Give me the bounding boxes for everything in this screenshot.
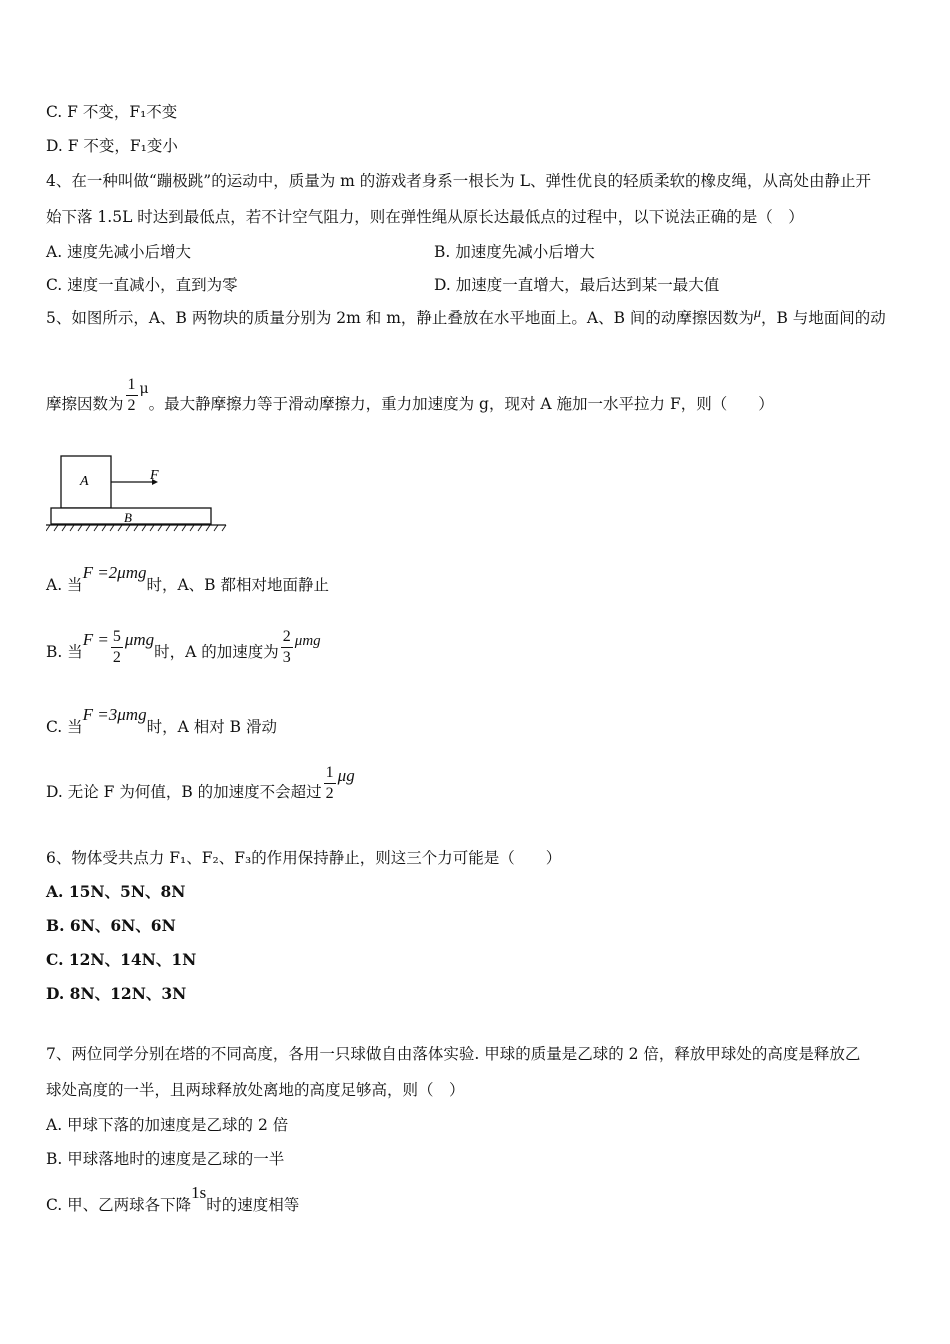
q4-stem-line2: 始下落 1.5L 时达到最低点，若不计空气阻力，则在弹性绳从原长达最低点的过程中，以下说法正确的是（ ） (46, 208, 804, 226)
q5-option-a-formula: F =2μmg (82, 563, 147, 582)
q5-option-b-fraction (111, 627, 123, 668)
q5-stem-line2-a: 摩擦因数为 (46, 395, 124, 413)
q5-option-b-formula-right: μmg (124, 630, 155, 649)
q5-option-b-prefix: B. 当 (46, 643, 83, 661)
q4-option-c: C. 速度一直减小，直到为零 (46, 276, 238, 294)
q5-option-b (46, 622, 321, 683)
q4-option-a: A. 速度先减小后增大 (46, 243, 192, 261)
q4-stem-line1: 4、在一种叫做“蹦极跳”的运动中，质量为 m 的游戏者身系一根长为 L、弹性优良的轻质柔软的橡皮绳，从高处由静止开 (46, 172, 871, 190)
q5-stem-line1 (46, 308, 886, 330)
q5-option-d-formula: μg (337, 766, 355, 785)
q5-stem-line1-b: ，B 与地面间的动 (760, 309, 886, 327)
q5-option-c-prefix: C. 当 (46, 718, 83, 736)
q6-option-b: B. 6N、6N、6N (46, 916, 176, 935)
q3-option-d: D. F 不变，F₁变小 (46, 137, 178, 155)
force-label: F (150, 468, 159, 483)
q5-option-d-text: D. 无论 F 为何值，B 的加速度不会超过 (46, 783, 322, 801)
q5-option-c-formula: F =3μmg (82, 705, 147, 724)
q4-option-d: D. 加速度一直增大，最后达到某一最大值 (434, 276, 720, 294)
q5-option-b-text: 时，A 的加速度为 (154, 643, 279, 661)
q5-option-c (46, 705, 277, 746)
q5-option-d-fraction (324, 763, 336, 804)
q7-option-a: A. 甲球下落的加速度是乙球的 2 倍 (46, 1116, 289, 1134)
q7-option-c-prefix: C. 甲、乙两球各下降 (46, 1196, 192, 1214)
q5-option-d (46, 762, 355, 822)
q5-option-b-formula-left: F = (82, 630, 109, 649)
block-a-label: A (80, 474, 89, 489)
q5-mu-symbol: μ (753, 306, 761, 321)
q5-stem-line2-b: 。最大静摩擦力等于滑动摩擦力，重力加速度为 g，现对 A 施加一水平拉力 F，则（ ） (148, 395, 774, 413)
q7-option-b: B. 甲球落地时的速度是乙球的一半 (46, 1150, 285, 1168)
q3-option-c: C. F 不变，F₁不变 (46, 103, 178, 121)
block-b-label: B (124, 510, 132, 525)
q6-option-a: A. 15N、5N、8N (46, 882, 186, 901)
q7-stem-line2: 球处高度的一半，且两球释放处离地的高度足够高，则（ ） (46, 1081, 465, 1099)
q5-option-a-prefix: A. 当 (46, 576, 83, 594)
q6-option-c: C. 12N、14N、1N (46, 950, 197, 969)
q5-half-num: 1 (126, 375, 138, 396)
q5-option-d-frac-num: 1 (324, 763, 336, 784)
q7-option-c-formula: 1s (191, 1183, 207, 1202)
q5-option-a (46, 563, 329, 604)
q7-stem-line1: 7、两位同学分别在塔的不同高度，各用一只球做自由落体实验. 甲球的质量是乙球的 2 倍，释放甲球处的高度是释放乙 (46, 1045, 861, 1063)
q5-option-a-text: 时，A、B 都相对地面静止 (146, 576, 329, 594)
q6-stem: 6、物体受共点力 F₁、F₂、F₃的作用保持静止，则这三个力可能是（ ） (46, 849, 562, 867)
q5-option-b-fraction-2 (281, 627, 293, 668)
q5-option-b-frac-den: 2 (112, 648, 121, 666)
q5-stem-line1-a: 5、如图所示，A、B 两物块的质量分别为 2m 和 m，静止叠放在水平地面上。A、B 间的动摩擦因数为 (46, 309, 754, 327)
q5-stem-line2 (46, 374, 774, 435)
q7-option-c (46, 1183, 300, 1220)
q5-option-b-frac2-num: 2 (281, 627, 293, 648)
q5-half-fraction (126, 375, 138, 416)
q4-option-b: B. 加速度先减小后增大 (434, 243, 595, 261)
q5-option-b-formula-2: μmg (294, 633, 321, 649)
q7-option-c-text: 时的速度相等 (206, 1196, 300, 1214)
q5-mu-symbol-2: μ (139, 381, 149, 397)
ground-hatching (46, 525, 226, 531)
q6-option-d: D. 8N、12N、3N (46, 984, 187, 1003)
q5-figure (46, 452, 230, 532)
q5-option-c-text: 时，A 相对 B 滑动 (146, 718, 277, 736)
q5-option-b-frac2-den: 3 (282, 648, 291, 666)
q5-option-d-frac-den: 2 (325, 784, 334, 802)
q5-half-den: 2 (127, 396, 136, 414)
q5-option-b-frac-num: 5 (111, 627, 123, 648)
